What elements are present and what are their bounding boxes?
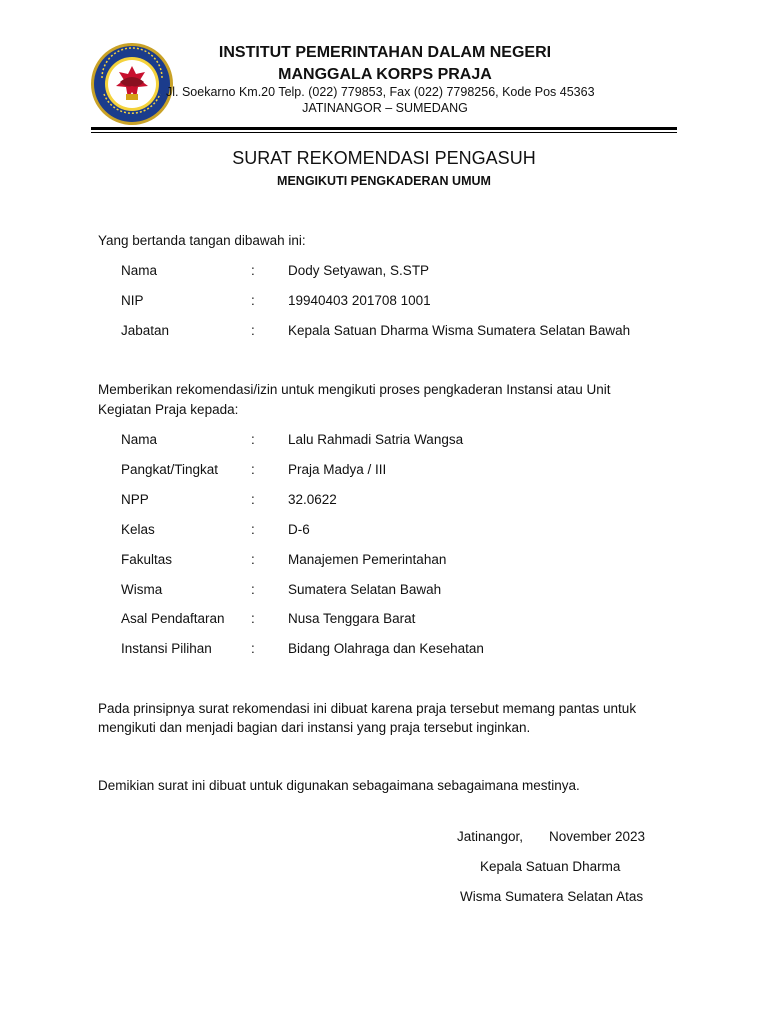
field-label: Fakultas xyxy=(121,552,173,567)
intro-text: Yang bertanda tangan dibawah ini: xyxy=(98,233,306,248)
praja-row-fakultas xyxy=(0,552,768,572)
principle-text-line-2: mengikuti dan menjadi bagian dari instansi yang praja tersebut inginkan. xyxy=(98,720,531,735)
institution-name: INSTITUT PEMERINTAHAN DALAM NEGERI xyxy=(218,44,552,61)
institution-address: Jl. Soekarno Km.20 Telp. (022) 779853, Fax (022) 7798256, Kode Pos 45363 xyxy=(166,85,595,99)
recommend-text-line-1: Memberikan rekomendasi/izin untuk mengikuti proses pengkaderan Instansi atau Unit xyxy=(98,382,611,397)
letter-title: SURAT REKOMENDASI PENGASUH xyxy=(232,148,536,168)
praja-row-kelas xyxy=(0,522,768,542)
field-label: NPP xyxy=(121,492,149,507)
field-colon: : xyxy=(251,263,255,278)
field-label: Wisma xyxy=(121,582,163,597)
field-colon: : xyxy=(251,432,255,447)
field-colon: : xyxy=(251,462,255,477)
field-label: Instansi Pilihan xyxy=(121,641,212,656)
praja-row-wisma xyxy=(0,582,768,602)
field-label: Asal Pendaftaran xyxy=(121,611,225,626)
institution-city: JATINANGOR – SUMEDANG xyxy=(302,101,468,115)
closing-text: Demikian surat ini dibuat untuk digunakan sebagaimana sebagaimana mestinya. xyxy=(98,778,580,793)
field-value: Nusa Tenggara Barat xyxy=(288,611,416,626)
praja-row-nama xyxy=(0,432,768,452)
field-value: Manajemen Pemerintahan xyxy=(288,552,447,567)
signer-row-jabatan xyxy=(0,323,768,343)
letterhead-divider-thin xyxy=(91,132,677,133)
signer-row-nama xyxy=(0,263,768,283)
field-value: Sumatera Selatan Bawah xyxy=(288,582,442,597)
field-label: NIP xyxy=(121,293,144,308)
field-label: Nama xyxy=(121,432,158,447)
field-label: Nama xyxy=(121,263,158,278)
field-colon: : xyxy=(251,323,255,338)
principle-text-line-1: Pada prinsipnya surat rekomendasi ini dibuat karena praja tersebut memang pantas untuk xyxy=(98,701,637,716)
field-colon: : xyxy=(251,293,255,308)
signature-date: November 2023 xyxy=(549,829,646,844)
field-value: Bidang Olahraga dan Kesehatan xyxy=(288,641,484,656)
korps-name: MANGGALA KORPS PRAJA xyxy=(278,66,492,83)
field-value: Praja Madya / III xyxy=(288,462,387,477)
field-value: Dody Setyawan, S.STP xyxy=(288,263,430,278)
field-colon: : xyxy=(251,492,255,507)
recommend-text-line-2: Kegiatan Praja kepada: xyxy=(98,402,239,417)
field-value: 19940403 201708 1001 xyxy=(288,293,431,308)
field-colon: : xyxy=(251,611,255,626)
field-colon: : xyxy=(251,582,255,597)
field-value: Lalu Rahmadi Satria Wangsa xyxy=(288,432,464,447)
praja-row-npp xyxy=(0,492,768,512)
field-value: Kepala Satuan Dharma Wisma Sumatera Selatan Bawah xyxy=(288,323,631,338)
signature-position: Kepala Satuan Dharma xyxy=(480,859,621,874)
signer-row-nip xyxy=(0,293,768,313)
signature-unit: Wisma Sumatera Selatan Atas xyxy=(460,889,644,904)
letterhead-divider-thick xyxy=(91,127,677,130)
field-colon: : xyxy=(251,641,255,656)
letter-subtitle: MENGIKUTI PENGKADERAN UMUM xyxy=(277,174,491,188)
field-label: Jabatan xyxy=(121,323,170,338)
signature-place: Jatinangor, xyxy=(457,829,524,844)
praja-row-pangkat xyxy=(0,462,768,482)
field-label: Pangkat/Tingkat xyxy=(121,462,219,477)
field-label: Kelas xyxy=(121,522,155,537)
field-value: D-6 xyxy=(288,522,310,537)
field-colon: : xyxy=(251,522,255,537)
field-value: 32.0622 xyxy=(288,492,337,507)
praja-row-instansi xyxy=(0,641,768,661)
field-colon: : xyxy=(251,552,255,567)
praja-row-asal xyxy=(0,611,768,631)
